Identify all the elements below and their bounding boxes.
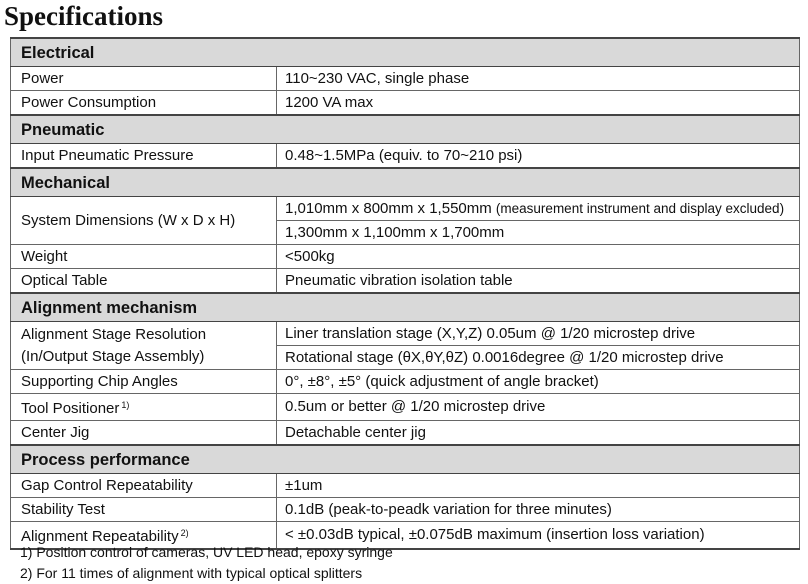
spec-value: 110~230 VAC, single phase xyxy=(277,67,800,91)
section-title: Electrical xyxy=(11,38,800,67)
table-row xyxy=(11,394,800,421)
spec-value: 0.48~1.5MPa (equiv. to 70~210 psi) xyxy=(277,144,800,169)
table-row xyxy=(11,269,800,294)
spec-value: <500kg xyxy=(277,245,800,269)
spec-label: Power Consumption xyxy=(11,91,277,116)
section-header-mechanical xyxy=(11,168,800,197)
spec-label: System Dimensions (W x D x H) xyxy=(11,197,277,245)
spec-value: 1,300mm x 1,100mm x 1,700mm xyxy=(277,221,800,245)
table-row xyxy=(11,421,800,446)
spec-label: Supporting Chip Angles xyxy=(11,370,277,394)
table-row xyxy=(11,67,800,91)
section-title: Pneumatic xyxy=(11,115,800,144)
page-title: Specifications xyxy=(4,1,163,31)
spec-value: Liner translation stage (X,Y,Z) 0.05um @ 1/20 microstep drive xyxy=(277,322,800,346)
spec-label: Optical Table xyxy=(11,269,277,294)
spec-value: 0.1dB (peak-to-peadk variation for three minutes) xyxy=(277,498,800,522)
table-row xyxy=(11,474,800,498)
spec-value: 1200 VA max xyxy=(277,91,800,116)
spec-value: Pneumatic vibration isolation table xyxy=(277,269,800,294)
specifications-table xyxy=(10,37,800,550)
spec-label-text: Tool Positioner xyxy=(21,400,120,417)
spec-label: Center Jig xyxy=(11,421,277,446)
section-title: Process performance xyxy=(11,445,800,474)
section-header-alignment xyxy=(11,293,800,322)
footnotes xyxy=(20,542,393,584)
table-row xyxy=(11,144,800,169)
spec-value: 0°, ±8°, ±5° (quick adjustment of angle bracket) xyxy=(277,370,800,394)
section-title: Alignment mechanism xyxy=(11,293,800,322)
table-row xyxy=(11,370,800,394)
spec-label xyxy=(11,322,277,370)
spec-value xyxy=(277,197,800,221)
footnote-ref: 1) xyxy=(121,400,130,410)
spec-value: ±1um xyxy=(277,474,800,498)
section-title: Mechanical xyxy=(11,168,800,197)
spec-label: Stability Test xyxy=(11,498,277,522)
footnote: 1) Position control of cameras, UV LED head, epoxy syringe xyxy=(20,544,393,560)
spec-value: Rotational stage (θX,θY,θZ) 0.0016degree @ 1/20 microstep drive xyxy=(277,346,800,370)
table-row xyxy=(11,322,800,346)
table-row xyxy=(11,245,800,269)
footnote: 2) For 11 times of alignment with typical optical splitters xyxy=(20,565,363,581)
spec-value-main: 1,010mm x 800mm x 1,550mm xyxy=(285,199,492,217)
table-row xyxy=(11,91,800,116)
spec-label: Power xyxy=(11,67,277,91)
spec-label xyxy=(11,394,277,421)
spec-label-line: (In/Output Stage Assembly) xyxy=(21,347,205,365)
spec-label-text: Alignment Repeatability xyxy=(21,528,179,545)
table-row xyxy=(11,498,800,522)
section-header-process xyxy=(11,445,800,474)
spec-label: Weight xyxy=(11,245,277,269)
section-header-electrical xyxy=(11,38,800,67)
spec-label: Input Pneumatic Pressure xyxy=(11,144,277,169)
table-row xyxy=(11,197,800,221)
spec-label-line: Alignment Stage Resolution xyxy=(21,325,207,343)
spec-value: < ±0.03dB typical, ±0.075dB maximum (insertion loss variation) xyxy=(277,522,800,550)
footnote-ref: 2) xyxy=(180,528,189,538)
spec-label: Gap Control Repeatability xyxy=(11,474,277,498)
section-header-pneumatic xyxy=(11,115,800,144)
spec-value: 0.5um or better @ 1/20 microstep drive xyxy=(277,394,800,421)
spec-value-note: (measurement instrument and display excluded) xyxy=(495,200,785,216)
spec-value: Detachable center jig xyxy=(277,421,800,446)
